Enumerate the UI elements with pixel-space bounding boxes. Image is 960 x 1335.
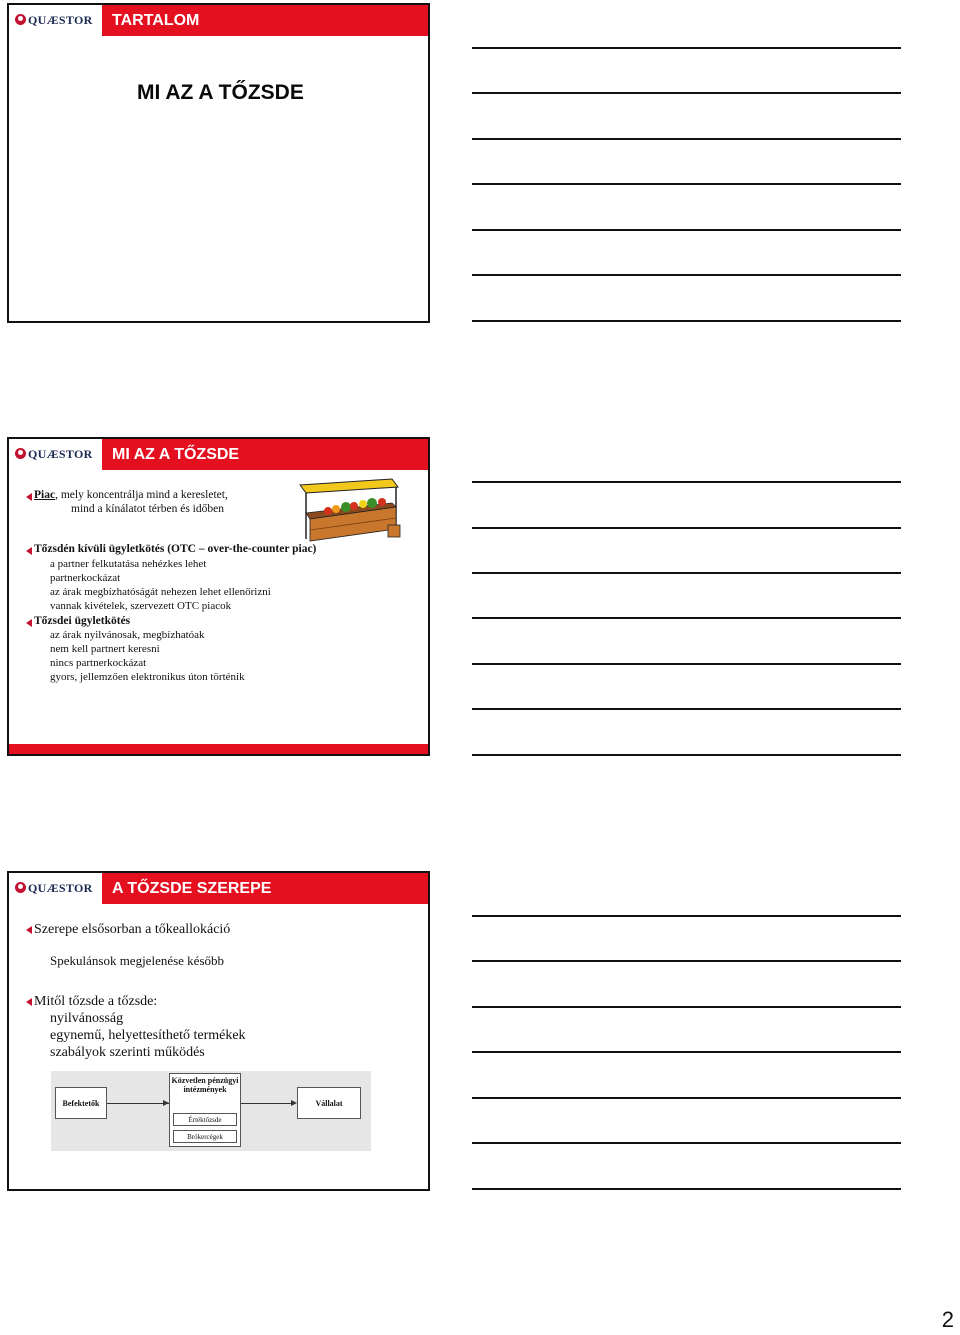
slide-1: [7, 3, 430, 323]
exchange-item: az árak nyilvánosak, megbízhatóak: [50, 629, 205, 641]
note-line: [472, 960, 901, 962]
definition-item: szabályok szerinti működés: [50, 1045, 205, 1060]
otc-heading: Tőzsdén kívüli ügyletkötés (OTC – over-the-counter piac): [34, 543, 317, 555]
note-line: [472, 1006, 901, 1008]
logo: [9, 873, 102, 904]
otc-item: az árak megbízhatóságát nehezen lehet ellenőrizni: [50, 586, 271, 598]
otc-item: partnerkockázat: [50, 572, 121, 584]
otc-item: vannak kivételek, szervezett OTC piacok: [50, 600, 232, 612]
note-line: [472, 1142, 901, 1144]
note-line: [472, 708, 901, 710]
note-line: [472, 320, 901, 322]
slide-2: [7, 437, 430, 756]
piac-word: Piac: [34, 489, 56, 501]
flow-line: [107, 1103, 169, 1104]
note-line: [472, 754, 901, 756]
exchange-item: nem kell partnert keresni: [50, 643, 160, 655]
logo: [9, 5, 102, 36]
logo-text: QUÆSTOR: [28, 881, 93, 895]
note-line: [472, 274, 901, 276]
slide-header: [9, 873, 428, 904]
note-line: [472, 229, 901, 231]
intermediary-title: Közvetlen pénzügyi intézmények: [171, 1076, 239, 1094]
note-line: [472, 663, 901, 665]
note-line: [472, 915, 901, 917]
market-stall-icon: [292, 473, 405, 547]
role-sub: Spekulánsok megjelenése később: [50, 953, 225, 968]
title-bar: [102, 439, 428, 470]
exchange-item: gyors, jellemzően elektronikus úton történik: [50, 671, 245, 683]
slide-title: TARTALOM: [112, 12, 200, 29]
flow-diagram: [51, 1071, 371, 1151]
note-line: [472, 183, 901, 185]
definition-item: egynemű, helyettesíthető termékek: [50, 1028, 246, 1043]
slide-header: [9, 5, 428, 36]
questor-logo-icon: [15, 448, 26, 459]
note-line: [472, 92, 901, 94]
questor-logo-icon: [15, 14, 26, 25]
flow-line: [241, 1103, 295, 1104]
slide-3: [7, 871, 430, 1191]
title-bar: [102, 873, 428, 904]
title-bar: [102, 5, 428, 36]
note-line: [472, 1188, 901, 1190]
logo-text: QUÆSTOR: [28, 447, 93, 461]
brokers-box: Brókercégek: [173, 1130, 237, 1143]
exchange-heading: Tőzsdei ügyletkötés: [34, 615, 131, 627]
questor-logo-icon: [15, 882, 26, 893]
slide-title: A TŐZSDE SZEREPE: [112, 880, 272, 897]
piac-line2: mind a kínálatot térben és időben: [71, 503, 224, 515]
company-box: Vállalat: [297, 1087, 361, 1119]
logo-text: QUÆSTOR: [28, 13, 93, 27]
note-line: [472, 47, 901, 49]
note-line: [472, 1097, 901, 1099]
bottom-bar: [9, 744, 428, 754]
note-line: [472, 572, 901, 574]
definition-item: nyilvánosság: [50, 1011, 124, 1026]
exchange-box: Értéktőzsde: [173, 1113, 237, 1126]
note-line: [472, 1051, 901, 1053]
note-line: [472, 138, 901, 140]
piac-bullet: [34, 489, 228, 501]
otc-item: a partner felkutatása nehézkes lehet: [50, 558, 207, 570]
intermediary-box: [169, 1073, 241, 1147]
note-line: [472, 527, 901, 529]
role-bullet: Szerepe elsősorban a tőkeallokáció: [34, 922, 231, 937]
slide-header: [9, 439, 428, 470]
slide-title: MI AZ A TŐZSDE: [112, 446, 240, 463]
definition-bullet: Mitől tőzsde a tőzsde:: [34, 994, 158, 1009]
logo: [9, 439, 102, 470]
exchange-item: nincs partnerkockázat: [50, 657, 147, 669]
note-line: [472, 481, 901, 483]
main-title: MI AZ A TŐZSDE: [137, 81, 304, 104]
page-number: 2: [941, 1307, 954, 1332]
note-line: [472, 617, 901, 619]
piac-text: , mely koncentrálja mind a keresletet,: [55, 489, 228, 501]
investors-box: Befektetők: [55, 1087, 107, 1119]
